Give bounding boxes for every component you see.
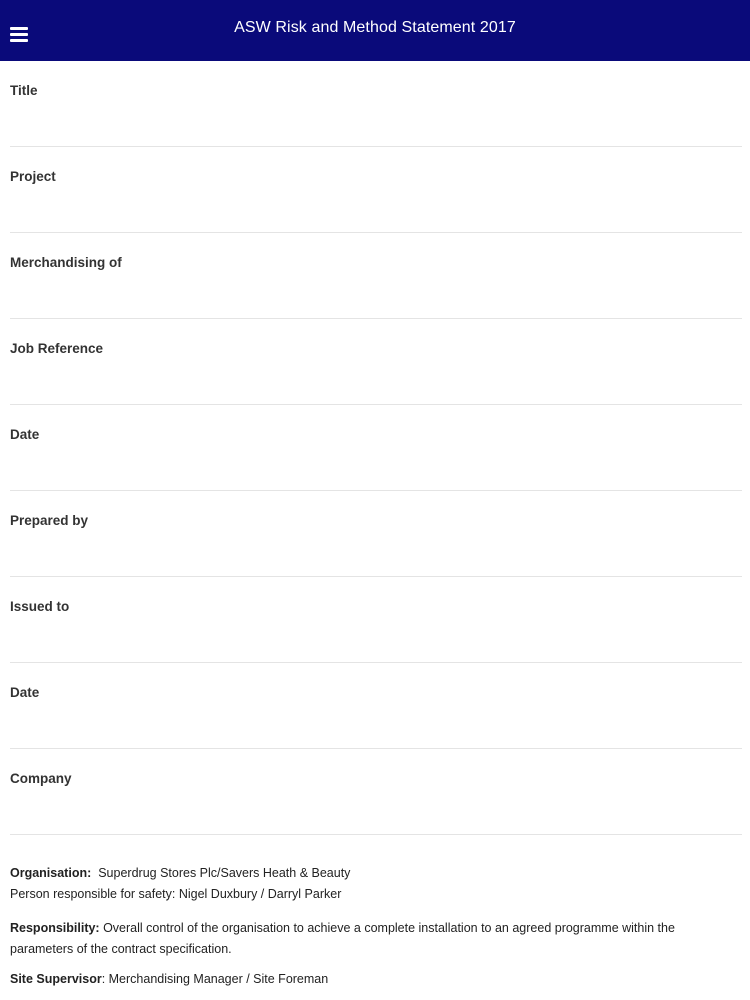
field-label: Date [10,685,40,700]
project-input[interactable] [10,191,742,225]
field-label: Company [10,771,72,786]
date-input[interactable] [10,449,742,483]
field-project [10,147,742,233]
safety-line: Person responsible for safety: Nigel Duxbury / Darryl Parker [10,887,342,901]
field-label: Job Reference [10,341,104,356]
title-input[interactable] [10,105,742,139]
top-navbar [0,0,750,61]
organisation-value: Superdrug Stores Plc/Savers Heath & Beauty [98,866,351,880]
supervisor-label: Site Supervisor [10,972,102,986]
field-date [10,405,742,491]
company-input[interactable] [10,793,742,827]
field-label: Merchandising of [10,255,122,270]
field-label: Issued to [10,599,70,614]
merchandising-of-input[interactable] [10,277,742,311]
field-job-reference [10,319,742,405]
info-section [10,863,730,990]
job-reference-input[interactable] [10,363,742,397]
page-title: ASW Risk and Method Statement 2017 [234,18,516,36]
responsibility-value: Overall control of the organisation to achieve a complete installation to an agreed programme within the parameters of the contract specification. [10,921,675,956]
field-title [10,61,742,147]
issued-to-input[interactable] [10,621,742,655]
statement-form [0,61,750,835]
hamburger-menu-icon[interactable] [10,27,28,43]
responsibility-label: Responsibility: [10,921,100,935]
field-label: Date [10,427,40,442]
field-issued-to [10,577,742,663]
field-prepared-by [10,491,742,577]
organisation-label: Organisation: [10,866,92,880]
field-label: Prepared by [10,513,89,528]
responsibility-line [10,918,730,960]
field-company [10,749,742,835]
issue-date-input[interactable] [10,707,742,741]
field-merchandising-of [10,233,742,319]
field-issue-date [10,663,742,749]
supervisor-value: : Merchandising Manager / Site Foreman [101,972,329,986]
supervisor-line [10,969,730,990]
organisation-line [10,863,730,884]
field-label: Title [10,83,38,98]
field-label: Project [10,169,56,184]
prepared-by-input[interactable] [10,535,742,569]
